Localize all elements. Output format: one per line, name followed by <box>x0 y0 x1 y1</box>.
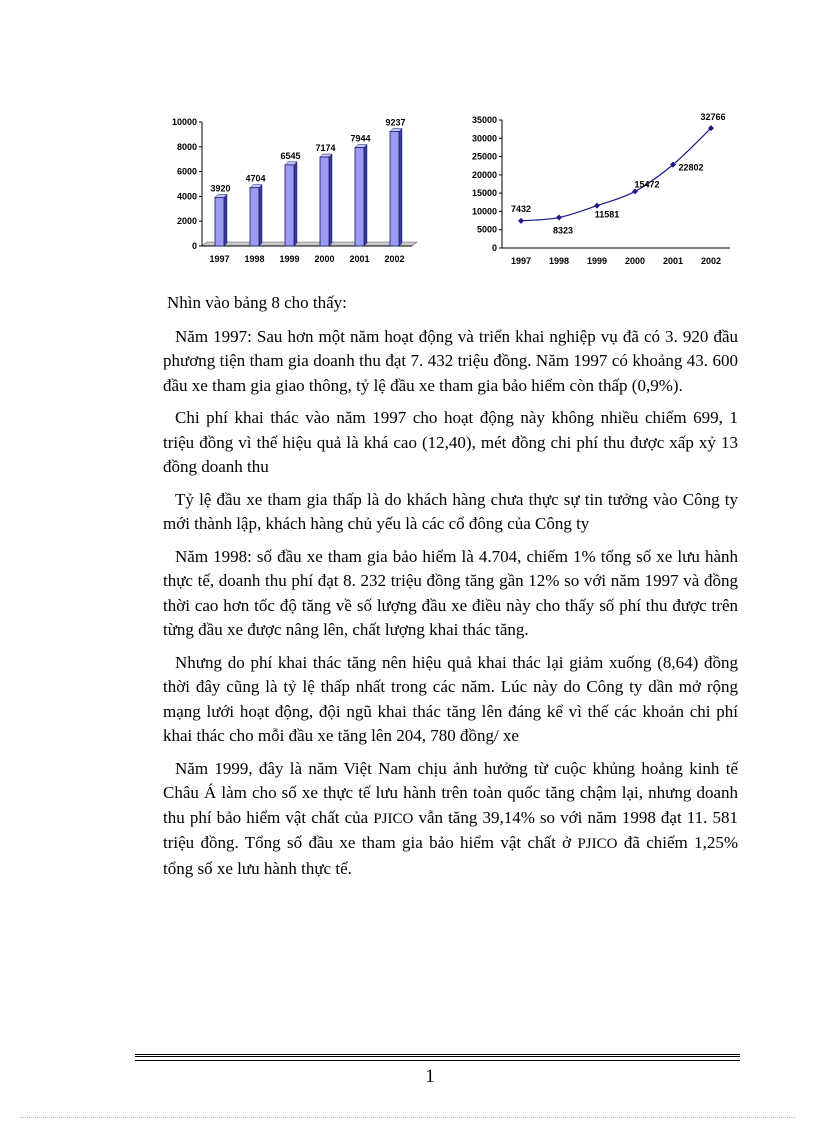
point-data-label: 11581 <box>594 209 620 220</box>
bar-side <box>259 185 262 246</box>
bar-data-label: 6545 <box>280 150 301 161</box>
y-tick-label: 10000 <box>471 206 497 217</box>
point-data-label: 7432 <box>510 203 532 214</box>
paragraph-1997: Năm 1997: Sau hơn một năm hoạt động và triển khai nghiệp vụ đã có 3. 920 đầu phương tiện tham gia doanh thu đạt 7. 432 triệu đồng. Năm 1997 có khoảng 43. 600 đầu xe tham gia giao thông, tỷ lệ đầu xe tham gia bảo hiểm còn thấp (0,9%). <box>163 326 738 395</box>
paragraph-efficiency: Nhưng do phí khai thác tăng nên hiệu quả khai thác lại giảm xuống (8,64) đồng thời đây cũng là tỷ lệ thấp nhất trong các năm. Lúc này do Công ty dần mở rộng mạng lưới hoạt động, đội ngũ khai thác tăng lên đáng kể vì thế các khoản chi phí khai thác cho mỗi đầu xe tăng lên 204, 780 đồng/ xe <box>163 652 738 745</box>
paragraph-1999 <box>163 757 738 882</box>
y-tick-label: 6000 <box>176 166 197 177</box>
bar-chart-svg <box>160 110 420 275</box>
bar-data-label: 7174 <box>315 143 336 154</box>
bar-side <box>329 154 332 246</box>
x-tick-label: 2002 <box>384 254 405 264</box>
x-tick-label: 1998 <box>244 254 265 264</box>
x-tick-label: 1997 <box>209 254 230 264</box>
series-line <box>521 128 711 221</box>
point-data-label: 8323 <box>552 225 574 236</box>
x-tick-label: 1999 <box>586 256 608 266</box>
paragraph-cost-1997: Chi phí khai thác vào năm 1997 cho hoạt động này không nhiều chiếm 699, 1 triệu đồng vì thế hiệu quả là khá cao (12,40), mét đồng chi phí thu được xấp xỷ 13 đồng doanh thu <box>163 408 738 476</box>
bar-side <box>224 194 227 246</box>
bar-data-label: 3920 <box>210 183 231 194</box>
bar <box>390 131 399 246</box>
x-tick-label: 1999 <box>279 254 300 264</box>
bar-side <box>364 144 367 246</box>
x-tick-label: 2001 <box>349 254 370 264</box>
bar <box>285 165 294 246</box>
point-data-label: 32766 <box>700 112 726 123</box>
point-data-label: 22802 <box>678 162 704 173</box>
y-tick-label: 5000 <box>476 224 497 235</box>
y-tick-label: 30000 <box>471 133 497 144</box>
y-tick-label: 0 <box>491 243 497 253</box>
bar-chart-vehicles <box>160 110 420 275</box>
paragraph-1999-part3: đã chiếm 1,25% tổng số xe lưu hành thực tế. <box>163 833 738 878</box>
data-point-marker <box>556 215 562 221</box>
bar-data-label: 9237 <box>385 117 406 128</box>
bar <box>215 197 224 246</box>
bar <box>320 157 329 246</box>
x-tick-label: 2000 <box>624 256 646 266</box>
body-text <box>163 291 738 889</box>
y-tick-label: 4000 <box>176 191 197 202</box>
line-chart-revenue <box>460 110 750 275</box>
point-data-label: 15472 <box>634 179 660 190</box>
paragraph-ratio: Tỷ lệ đầu xe tham gia thấp là do khách hàng chưa thực sự tin tưởng vào Công ty mới thành lập, khách hàng chủ yếu là các cổ đông của Công ty <box>163 489 738 533</box>
paragraph-1998: Năm 1998: số đầu xe tham gia bảo hiểm là 4.704, chiếm 1% tổng số xe lưu hành thực tế, doanh thu phí đạt 8. 232 triệu đồng tăng gần 12% so với năm 1997 và đồng thời cao hơn tốc độ tăng về số lượng đầu xe điều này cho thấy số phí thu được trên từng đầu xe được nâng lên, chất lượng khai thác tăng. <box>163 546 738 639</box>
y-tick-label: 25000 <box>471 151 497 162</box>
bar-side <box>294 162 297 246</box>
footer-divider-thin <box>135 1060 740 1061</box>
x-tick-label: 2002 <box>700 256 722 266</box>
line-chart-svg <box>460 110 750 275</box>
bar <box>250 188 259 246</box>
y-tick-label: 2000 <box>176 216 197 227</box>
brand-name: PJICO <box>373 810 414 827</box>
x-tick-label: 1997 <box>510 256 532 266</box>
y-tick-label: 15000 <box>471 188 497 199</box>
bar-side <box>399 128 402 246</box>
data-point-marker <box>594 203 600 209</box>
y-tick-label: 10000 <box>171 117 197 127</box>
x-tick-label: 2001 <box>662 256 684 266</box>
y-tick-label: 35000 <box>471 115 497 125</box>
x-tick-label: 2000 <box>314 254 335 264</box>
chart-floor <box>202 242 417 246</box>
y-tick-label: 8000 <box>176 141 197 152</box>
page-number: 1 <box>425 1066 435 1087</box>
intro-paragraph: Nhìn vào bảng 8 cho thấy: <box>167 293 347 312</box>
paragraph-1999-part1: Năm 1999, đây là năm Việt Nam chịu ảnh hưởng từ cuộc khủng hoảng kinh tế Châu Á làm cho số xe thực tế lưu hành trên toàn quốc tăng chậm lại, nhưng doanh thu phí bảo hiểm vật chất của <box>163 758 738 827</box>
footer-divider <box>135 1054 740 1057</box>
data-point-marker <box>518 218 524 224</box>
page-bottom-border <box>20 1117 796 1118</box>
x-tick-label: 1998 <box>548 256 570 266</box>
paragraph-1999-part2: vẫn tăng 39,14% so với năm 1998 đạt 11. 581 triệu đồng. Tổng số đầu xe tham gia bảo hiểm vật chất ở <box>163 807 738 852</box>
y-tick-label: 20000 <box>471 169 497 180</box>
bar-data-label: 7944 <box>350 133 371 144</box>
brand-name-2: PJICO <box>577 836 618 852</box>
y-tick-label: 0 <box>191 241 197 251</box>
bar <box>355 147 364 246</box>
bar-data-label: 4704 <box>245 173 266 184</box>
